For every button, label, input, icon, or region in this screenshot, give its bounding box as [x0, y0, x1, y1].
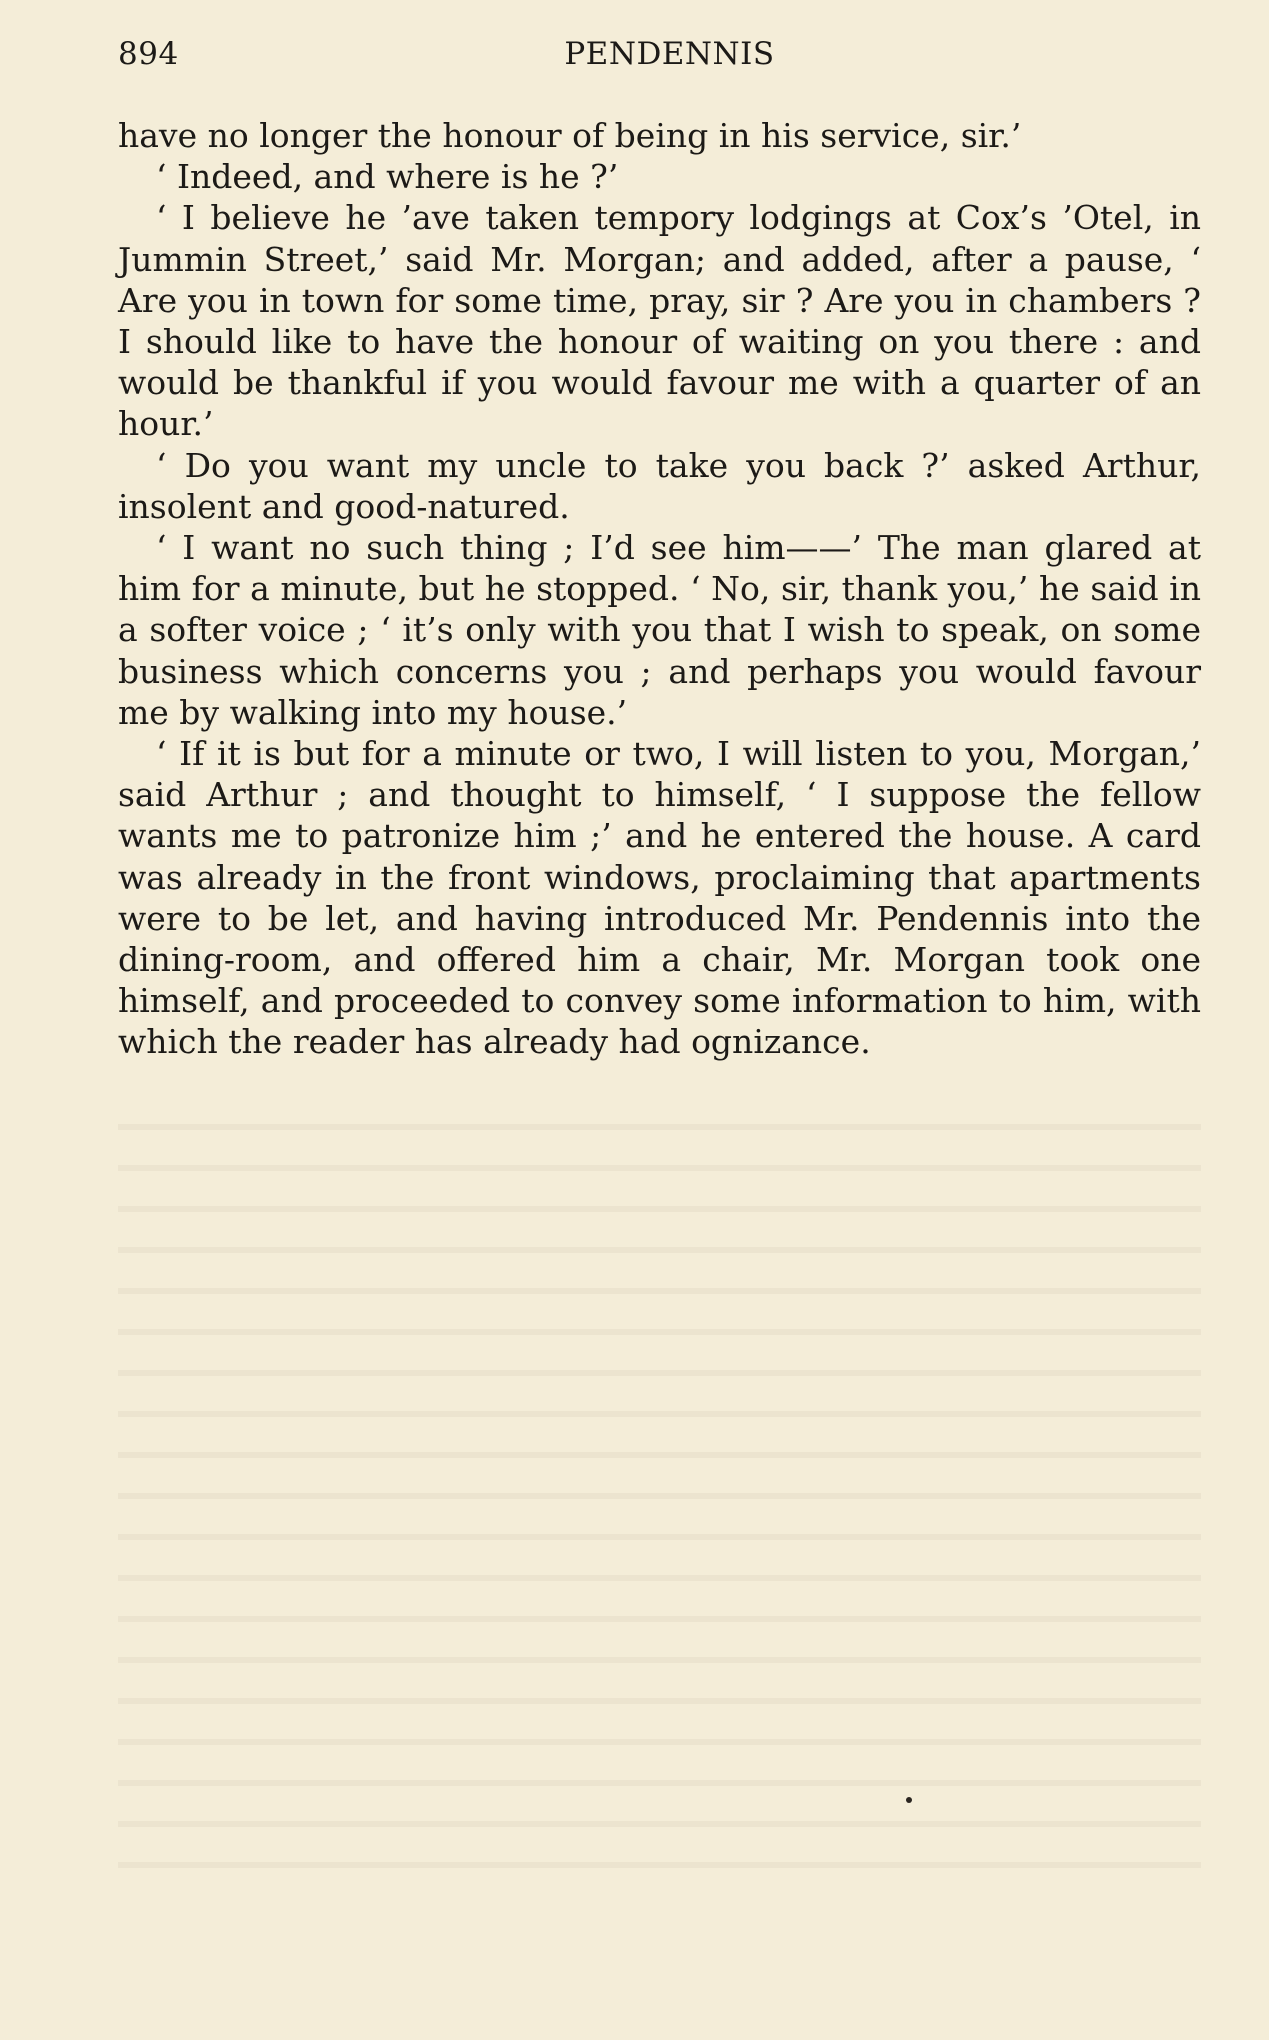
running-title: PENDENNIS — [564, 36, 775, 72]
show-through-text — [118, 1100, 1201, 1900]
page-number: 894 — [118, 36, 179, 72]
running-head — [118, 34, 1201, 74]
paragraph-no-such-thing: ‘ I want no such thing ; I’d see him——’ The man glared at him for a minute, but he stopped. ‘ No, sir, thank you,’ he said in a softer voice ; ‘ it’s only with you that I wish to speak, on some business which concerns you ; and perhaps you would favour me by walking into my house.’ — [118, 528, 1201, 732]
paragraph-minute-or-two: ‘ If it is but for a minute or two, I will listen to you, Morgan,’ said Arthur ; and thought to himself, ‘ I suppose the fellow wants me to patronize him ;’ and he entered the house. A card was already in the front windows, proclaiming that apartments were to be let, and having introduced Mr. Pendennis into the dining-room, and offered him a chair, Mr. Morgan took one himself, and proceeded to convey some information to him, with which the reader has already had ognizance. — [118, 734, 1201, 1062]
paragraph-continuation: have no longer the honour of being in his service, sir.’ — [118, 116, 1022, 155]
paragraph-indeed: ‘ Indeed, and where is he ?’ — [156, 157, 619, 197]
paragraph-uncle-back: ‘ Do you want my uncle to take you back ?’ asked Arthur, insolent and good-natured. — [118, 445, 1201, 526]
paragraph-coxs-otel: ‘ I believe he ’ave taken tempory lodgings at Cox’s ’Otel, in Jummin Street,’ said Mr. Morgan; and added, after a pause, ‘ Are you in town for some time, pray, sir ? Are you in chambers ? I should like to have the honour of waiting on you there : and would be thankful if you would favour me with a quarter of an hour.’ — [118, 198, 1201, 444]
body-text — [118, 115, 1201, 1063]
ink-speck — [906, 1797, 912, 1803]
